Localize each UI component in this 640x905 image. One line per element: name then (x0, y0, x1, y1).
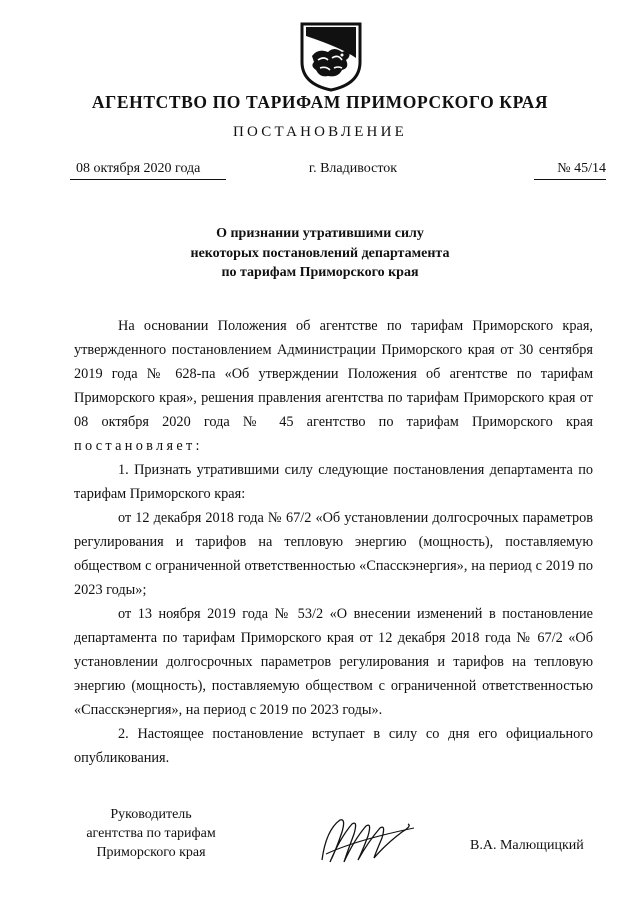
signatory-name: В.А. Малющицкий (470, 838, 584, 853)
document-date-text: 08 октября 2020 года (76, 161, 201, 176)
title-line-2: некоторых постановлений департамента (190, 245, 450, 261)
paragraph-item-1: 1. Признать утратившими силу следующие постановления департамента по тарифам Приморского края: (74, 462, 593, 502)
paragraph-item-2: 2. Настоящее постановление вступает в силу со дня его официального опубликования. (74, 726, 593, 766)
position-line-1: Руководитель (110, 807, 192, 822)
document-city: г. Владивосток (308, 161, 398, 176)
document-type: ПОСТАНОВЛЕНИЕ (233, 124, 407, 140)
resolves-word: постановляет: (74, 438, 203, 454)
title-line-1: О признании утратившими силу (216, 226, 424, 241)
paragraph-repealed-act-1: от 12 декабря 2018 года № 67/2 «Об установлении долгосрочных параметров регулирования и тарифов на тепловую энергию (мощность), поставляемую обществом с ограниченной ответственностью «Спасскэнергия», на период с 2019 по 2023 годы»; (74, 510, 593, 598)
title-line-3: по тарифам Приморского края (221, 265, 419, 280)
position-line-3: Приморского края (96, 845, 206, 860)
handwritten-signature (316, 810, 420, 870)
agency-name: АГЕНТСТВО ПО ТАРИФАМ ПРИМОРСКОГО КРАЯ (91, 92, 549, 112)
paragraph-basis (74, 314, 593, 458)
position-line-2: агентства по тарифам (86, 826, 216, 841)
paragraph-repealed-act-2: от 13 ноября 2019 года № 53/2 «О внесении изменений в постановление департамента по тарифам Приморского края от 12 декабря 2018 года № 67/2 «Об установлении долгосрочных параметров регулирования и тарифов на тепловую энергию (мощность), поставляемую обществом с ограниченной ответственностью «Спасскэнергия», на период с 2019 по 2023 годы». (74, 606, 593, 718)
document-number: № 45/14 (534, 161, 606, 180)
coat-of-arms-icon (298, 22, 364, 92)
document-title (0, 224, 640, 283)
document-body (74, 314, 593, 770)
signatory-position (76, 805, 226, 862)
paragraph-basis-text: На основании Положения об агентстве по тарифам Приморского края, утвержденного постановлением Администрации Приморского края от 30 сентября 2019 года № 628-па «Об утверждении Положения об агентстве по тарифам Приморского края», решения правления агентства по тарифам Приморского края от 08 октября 2020 года № 45 агентство по тарифам Приморского края (74, 318, 593, 430)
